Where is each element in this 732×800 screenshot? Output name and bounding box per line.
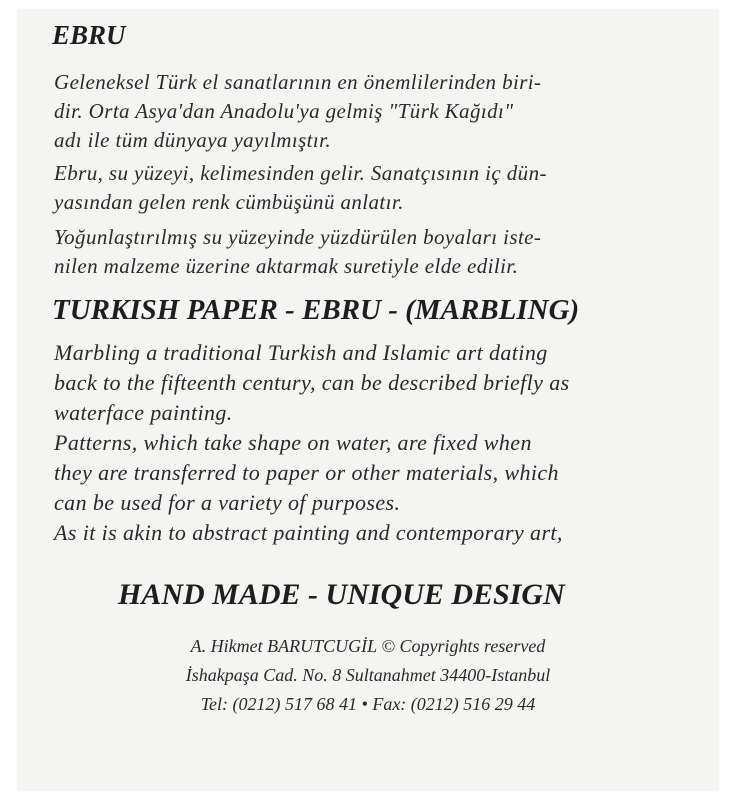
ebru-line-1: Geleneksel Türk el sanatlarının en önemlilerinden biri- — [54, 70, 542, 94]
turkish-line-4: Patterns, which take shape on water, are fixed when — [54, 430, 532, 455]
turkish-line-5: they are transferred to paper or other materials, which — [54, 460, 559, 485]
leaflet-paper — [18, 10, 718, 790]
footer-contact-line: Tel: (0212) 517 68 41 • Fax: (0212) 516 29 44 — [200, 694, 536, 714]
turkish-line-2: back to the fifteenth century, can be described briefly as — [54, 370, 570, 395]
turkish-line-1: Marbling a traditional Turkish and Islamic art dating — [54, 340, 548, 365]
footer-address-line: İshakpaşa Cad. No. 8 Sultanahmet 34400-Istanbul — [185, 665, 551, 685]
turkish-line-6: can be used for a variety of purposes. — [54, 490, 401, 515]
ebru-line-3: adı ile tüm dünyaya yayılmıştır. — [54, 128, 332, 152]
ebru-line-7: nilen malzeme üzerine aktarmak suretiyle elde edilir. — [54, 254, 519, 278]
tagline: HAND MADE - UNIQUE DESIGN — [118, 578, 565, 611]
ebru-line-6: Yoğunlaştırılmış su yüzeyinde yüzdürülen boyaları iste- — [54, 225, 542, 249]
turkish-line-7: As it is akin to abstract painting and contemporary art, — [54, 520, 563, 545]
footer-author-line: A. Hikmet BARUTCUGİL © Copyrights reserved — [190, 636, 546, 656]
ebru-heading: EBRU — [52, 20, 126, 50]
ebru-line-5: yasından gelen renk cümbüşünü anlatır. — [54, 190, 404, 214]
turkish-line-3: waterface painting. — [54, 400, 233, 425]
turkish-paper-heading: TURKISH PAPER - EBRU - (MARBLING) — [52, 294, 580, 326]
ebru-line-4: Ebru, su yüzeyi, kelimesinden gelir. Sanatçısının iç dün- — [54, 161, 547, 185]
ebru-line-2: dir. Orta Asya'dan Anadolu'ya gelmiş "Türk Kağıdı" — [54, 99, 514, 123]
